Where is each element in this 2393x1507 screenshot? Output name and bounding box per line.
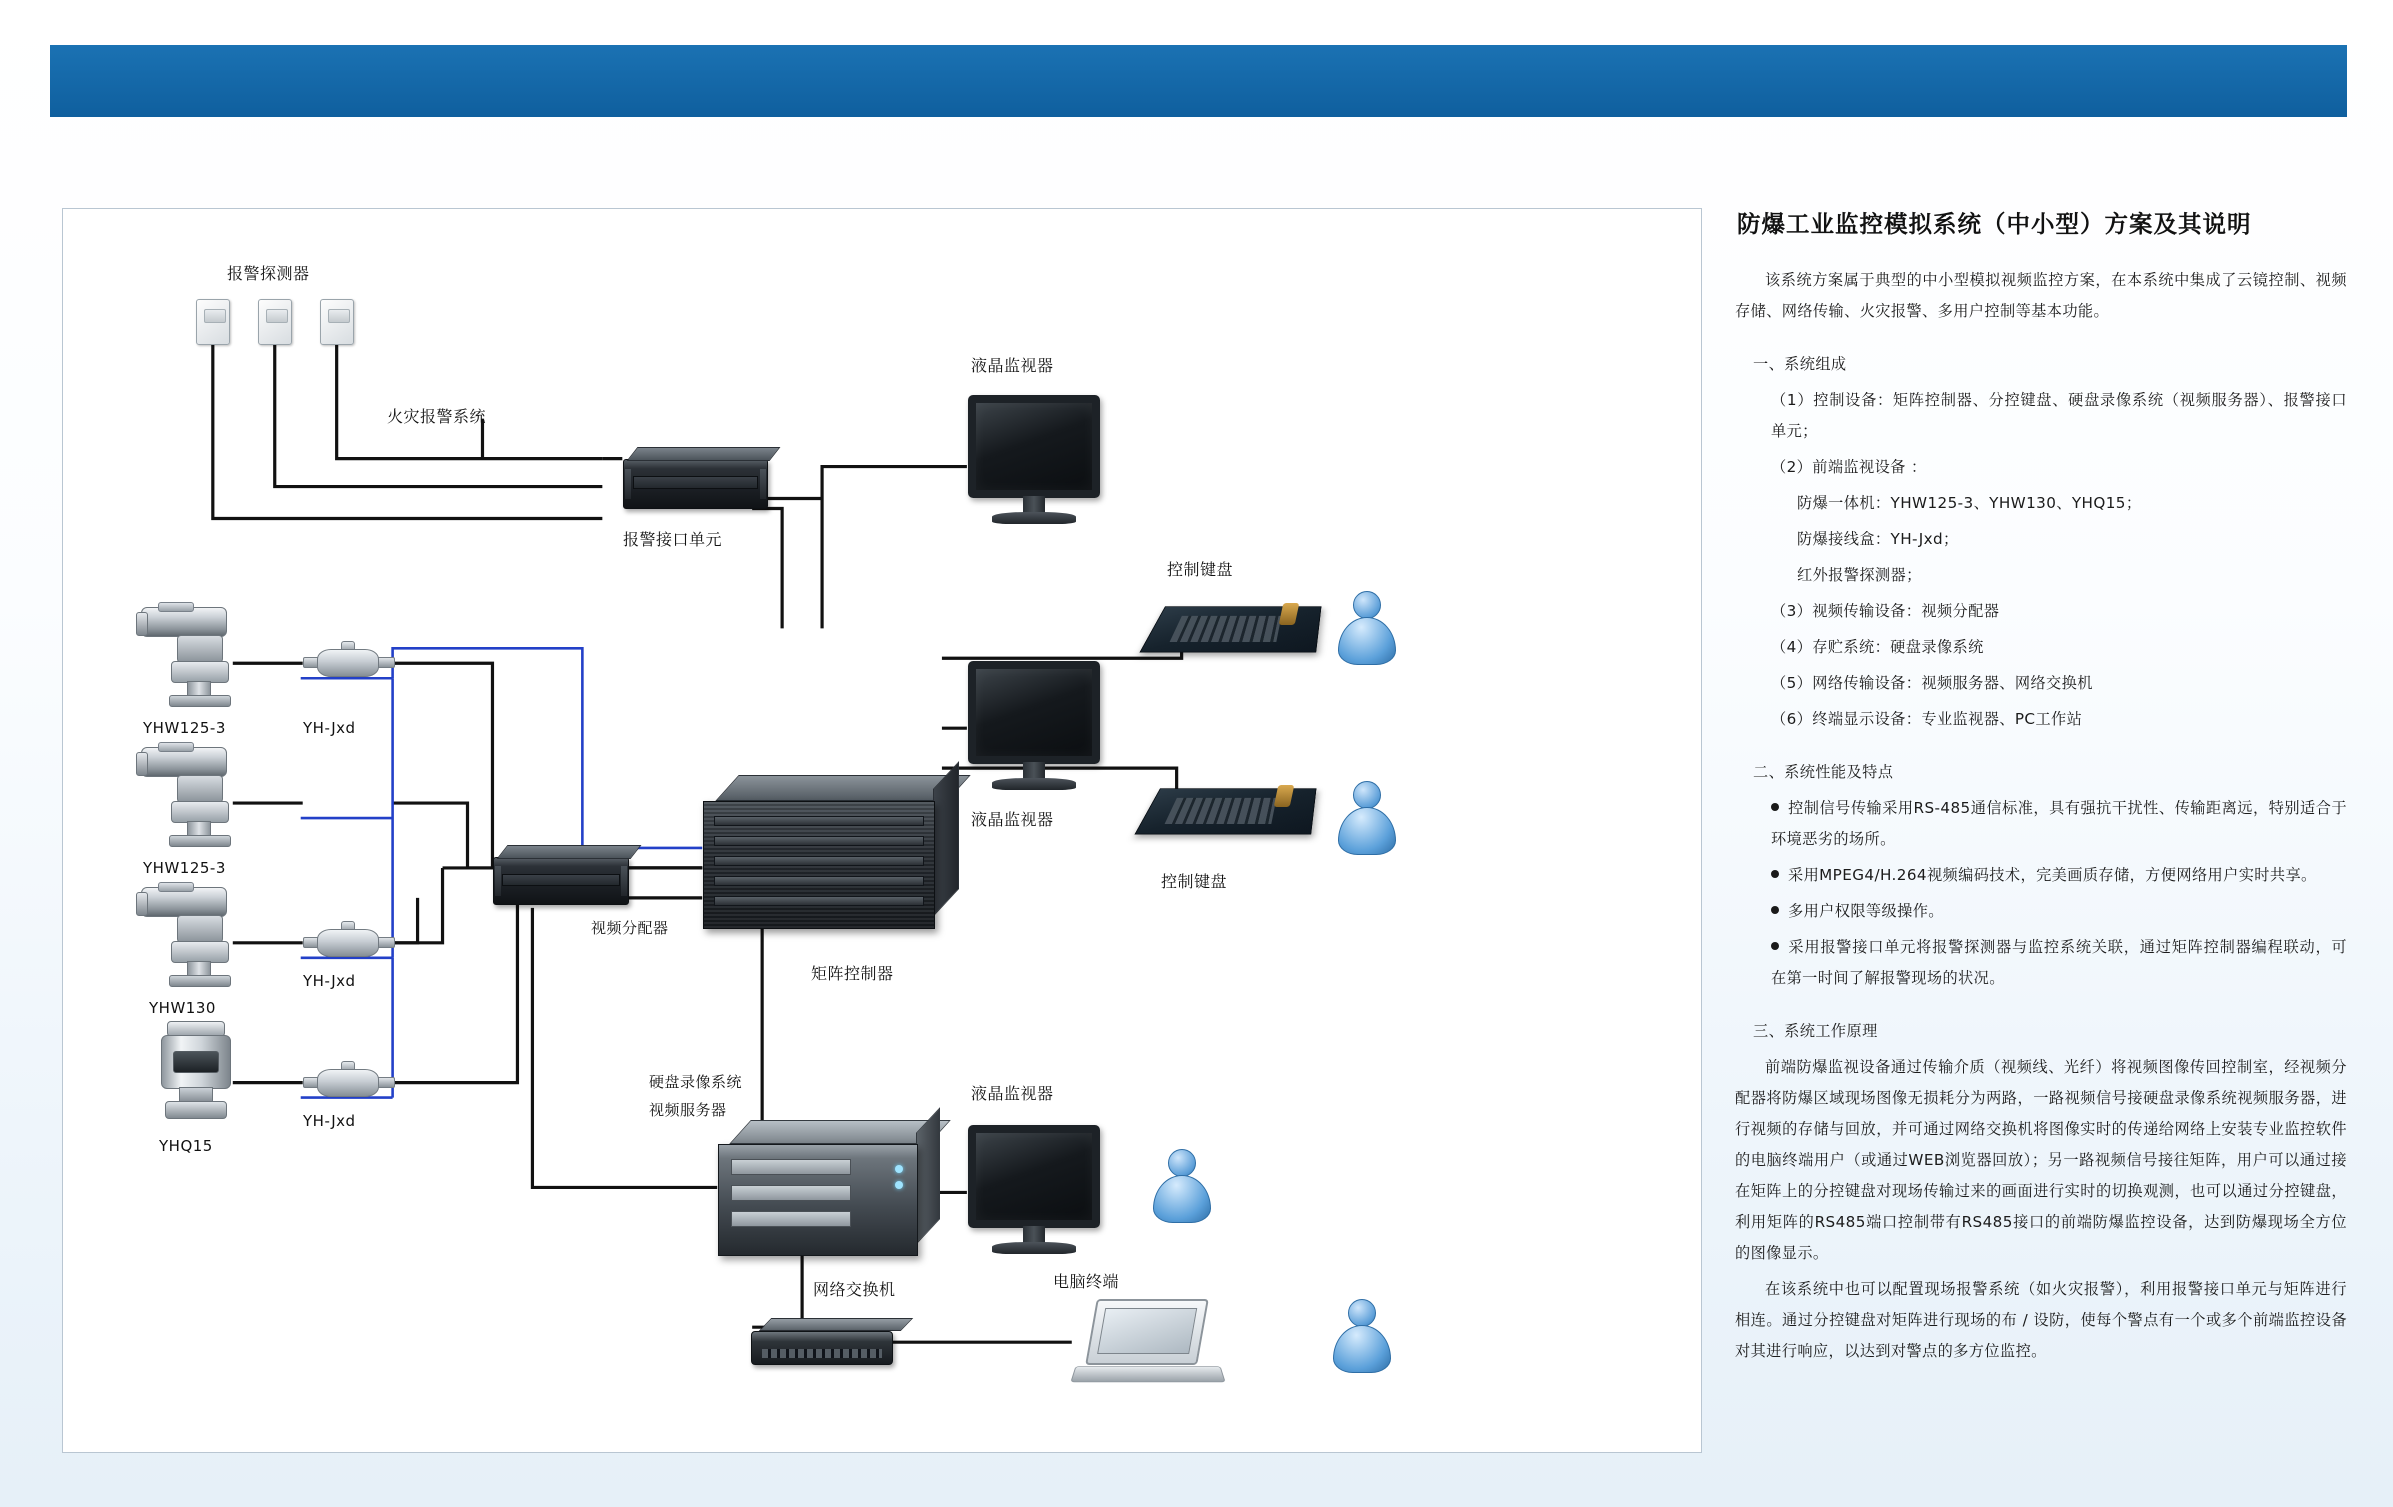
rack-front-panel [502, 874, 620, 886]
card-slot [714, 896, 924, 906]
control-keyboard-1 [1153, 597, 1319, 659]
label-alarm-detector: 报警探测器 [227, 264, 310, 283]
camera-yhw125-3-a [141, 601, 257, 713]
section-1-item-2: （2）前端监视设备 ： [1771, 458, 1927, 476]
section-1-item-2a: 防爆一体机：YHW125-3、YHW130、YHQ15； [1797, 494, 2142, 512]
avatar-head [1348, 1299, 1376, 1327]
operator-user-1 [1338, 591, 1396, 665]
section-2-bullet-3: 多用户权限等级操作。 [1788, 902, 1944, 920]
bullet-icon [1771, 942, 1779, 950]
rack-front-panel [633, 476, 759, 488]
card-slot [714, 876, 924, 886]
monitor-neck [1023, 1226, 1044, 1244]
rack-ear-left [495, 866, 500, 895]
junction-box-3 [303, 1061, 395, 1107]
device-top-face [497, 845, 642, 859]
camera-yoke [177, 915, 223, 943]
section-2-bullet-2: 采用MPEG4/H.264视频编码技术，完美画质存储，方便网络用户实时共享。 [1788, 866, 2317, 884]
label-fire-alarm-system: 火灾报警系统 [387, 407, 487, 426]
alarm-interface-unit [623, 459, 768, 509]
diagram-canvas [63, 209, 1701, 1452]
control-keyboard-2 [1148, 779, 1314, 841]
video-distributor [493, 857, 629, 905]
junction-box-2 [303, 921, 395, 967]
camera-pan-unit [171, 661, 229, 683]
label-cam4-box: YH-Jxd [303, 1112, 356, 1130]
rack-ear-right [760, 469, 766, 500]
activity-led [895, 1181, 903, 1189]
section-1-item-2b: 防爆接线盒：YH-Jxd； [1797, 530, 1959, 548]
section-3-paragraph-1: 前端防爆监视设备通过传输介质（视频线、光纤）将视频图像传回控制室，经视频分配器将防爆区域现场图像无损耗分为两路，一路视频信号接硬盘录像系统视频服务器，进行视频的存储与回放，并可通过网络交换机将图像实时的传递给网络上安装专业监控软件的电脑终端用户（或通过WEB浏览器回放）；另一路视频信号接往矩阵，用户可以通过接在矩阵上的分控键盘对现场传输过来的画面进行实时的切换观测，也可以通过分控键盘，利用矩阵的RS485端口控制带有RS485接口的前端防爆监控设备，达到防爆现场全方位的图像显示。 [1735, 1058, 2347, 1262]
section-1-item-2c: 红外报警探测器； [1797, 566, 1922, 584]
camera-housing [141, 887, 227, 917]
dome-base [165, 1101, 227, 1119]
avatar-head [1353, 591, 1381, 619]
lcd-monitor-3 [968, 1125, 1100, 1261]
drive-bay [731, 1211, 851, 1227]
operator-user-4 [1333, 1299, 1391, 1373]
label-lcd-monitor-2: 液晶监视器 [971, 810, 1054, 829]
article-intro: 该系统方案属于典型的中小型模拟视频监控方案，在本系统中集成了云镜控制、视频存储、网络传输、火灾报警、多用户控制等基本功能。 [1735, 271, 2347, 320]
junction-box-1 [303, 641, 395, 687]
jbox-lug-right [377, 657, 395, 668]
network-switch [751, 1331, 893, 1365]
label-cam3: YHW130 [149, 999, 216, 1017]
label-cam2: YHW125-3 [143, 859, 226, 877]
card-slot [714, 836, 924, 846]
card-slot [714, 816, 924, 826]
switch-front [751, 1331, 893, 1365]
jbox-body [317, 929, 379, 957]
label-dvr-line1: 硬盘录像系统 [649, 1073, 743, 1091]
label-cam1: YHW125-3 [143, 719, 226, 737]
chassis-front [718, 1144, 918, 1256]
label-video-distributor: 视频分配器 [591, 919, 669, 937]
label-lcd-monitor-1: 液晶监视器 [971, 356, 1054, 375]
lcd-monitor-2 [968, 661, 1100, 797]
dome-window [173, 1051, 219, 1073]
camera-yoke [177, 635, 223, 663]
lcd-monitor-1 [968, 395, 1100, 531]
label-lcd-monitor-3: 液晶监视器 [971, 1084, 1054, 1103]
jbox-lug-right [377, 937, 395, 948]
camera-housing [141, 747, 227, 777]
camera-housing [141, 607, 227, 637]
avatar-body [1338, 617, 1396, 665]
camera-pan-unit [171, 801, 229, 823]
drive-bay [731, 1185, 851, 1201]
section-3-paragraph-2: 在该系统中也可以配置现场报警系统（如火灾报警），利用报警接口单元与矩阵进行相连。通过分控键盘对矩阵进行现场的布 / 设防，使每个警点有一个或多个前端监控设备对其进行响应，以达到对警点的多方位监控。 [1735, 1280, 2347, 1360]
section-1-item-4: （4）存贮系统：硬盘录像系统 [1771, 638, 1984, 656]
monitor-base [992, 512, 1076, 524]
monitor-neck [1023, 496, 1044, 514]
monitor-screen [968, 395, 1100, 498]
dvr-video-server [718, 1144, 918, 1256]
monitor-neck [1023, 762, 1044, 780]
rack-ear-left [625, 469, 631, 500]
bullet-icon [1771, 870, 1779, 878]
avatar-head [1168, 1149, 1196, 1177]
pc-terminal-laptop [1073, 1299, 1223, 1395]
jbox-lug-right [377, 1077, 395, 1088]
monitor-base [992, 778, 1076, 790]
section-1-item-6: （6）终端显示设备：专业监视器、PC工作站 [1771, 710, 2083, 728]
monitor-screen [968, 1125, 1100, 1228]
camera-base [169, 975, 231, 987]
label-matrix-controller: 矩阵控制器 [811, 964, 894, 983]
camera-base [169, 835, 231, 847]
jbox-body [317, 1069, 379, 1097]
drive-bay [731, 1159, 851, 1175]
camera-yhw125-3-b [141, 741, 257, 853]
section-3-heading: 三、系统工作原理 [1753, 1022, 1878, 1040]
rack-ear-right [621, 866, 626, 895]
avatar-head [1353, 781, 1381, 809]
alarm-detector-1 [196, 299, 230, 345]
label-control-keyboard-1: 控制键盘 [1167, 560, 1234, 579]
section-1-item-3: （3）视频传输设备：视频分配器 [1771, 602, 2000, 620]
camera-base [169, 695, 231, 707]
monitor-screen [968, 661, 1100, 764]
diagram-panel [62, 208, 1702, 1453]
section-1-item-1: （1）控制设备：矩阵控制器、分控键盘、硬盘录像系统（视频服务器）、报警接口单元； [1771, 391, 2347, 440]
alarm-detector-3 [320, 299, 354, 345]
label-network-switch: 网络交换机 [813, 1280, 896, 1299]
camera-pan-unit [171, 941, 229, 963]
monitor-base [992, 1242, 1076, 1254]
camera-yhq15 [151, 1021, 247, 1133]
switch-ports [762, 1349, 882, 1359]
operator-user-2 [1338, 781, 1396, 855]
keyboard-keys [1165, 798, 1277, 824]
device-top-face [627, 447, 781, 461]
bullet-icon [1771, 803, 1779, 811]
laptop-lid [1085, 1299, 1209, 1365]
section-2-heading: 二、系统性能及特点 [1753, 763, 1894, 781]
avatar-body [1338, 807, 1396, 855]
label-cam3-box: YH-Jxd [303, 972, 356, 990]
section-1-item-5: （5）网络传输设备：视频服务器、网络交换机 [1771, 674, 2093, 692]
card-slot [714, 856, 924, 866]
keyboard-keys [1170, 616, 1282, 642]
bullet-icon [1771, 906, 1779, 914]
device-top-face [759, 1318, 914, 1331]
page-title: 防爆工业监控模拟系统（中小型）方案及其说明 [1737, 210, 2252, 238]
article-column [1735, 205, 2347, 1465]
label-control-keyboard-2: 控制键盘 [1161, 872, 1228, 891]
alarm-detector-2 [258, 299, 292, 345]
operator-user-3 [1153, 1149, 1211, 1223]
laptop-screen [1097, 1308, 1197, 1354]
section-2-bullet-4: 采用报警接口单元将报警探测器与监控系统关联，通过矩阵控制器编程联动，可在第一时间了解报警现场的状况。 [1771, 938, 2347, 987]
jbox-body [317, 649, 379, 677]
avatar-body [1153, 1175, 1211, 1223]
label-dvr-line2: 视频服务器 [649, 1101, 727, 1119]
top-banner [50, 45, 2347, 117]
chassis-front [703, 801, 935, 929]
label-alarm-interface-unit: 报警接口单元 [623, 530, 723, 549]
laptop-keyboard [1070, 1366, 1225, 1382]
power-led [895, 1165, 903, 1173]
label-pc-terminal: 电脑终端 [1053, 1272, 1120, 1291]
label-cam4: YHQ15 [159, 1137, 213, 1155]
matrix-controller [703, 801, 935, 929]
camera-yhw130 [141, 881, 257, 993]
label-cam1-box: YH-Jxd [303, 719, 356, 737]
avatar-body [1333, 1325, 1391, 1373]
camera-yoke [177, 775, 223, 803]
section-2-bullet-1: 控制信号传输采用RS-485通信标准，具有强抗干扰性、传输距离远，特别适合于环境恶劣的场所。 [1771, 799, 2347, 848]
section-1-heading: 一、系统组成 [1753, 355, 1847, 373]
